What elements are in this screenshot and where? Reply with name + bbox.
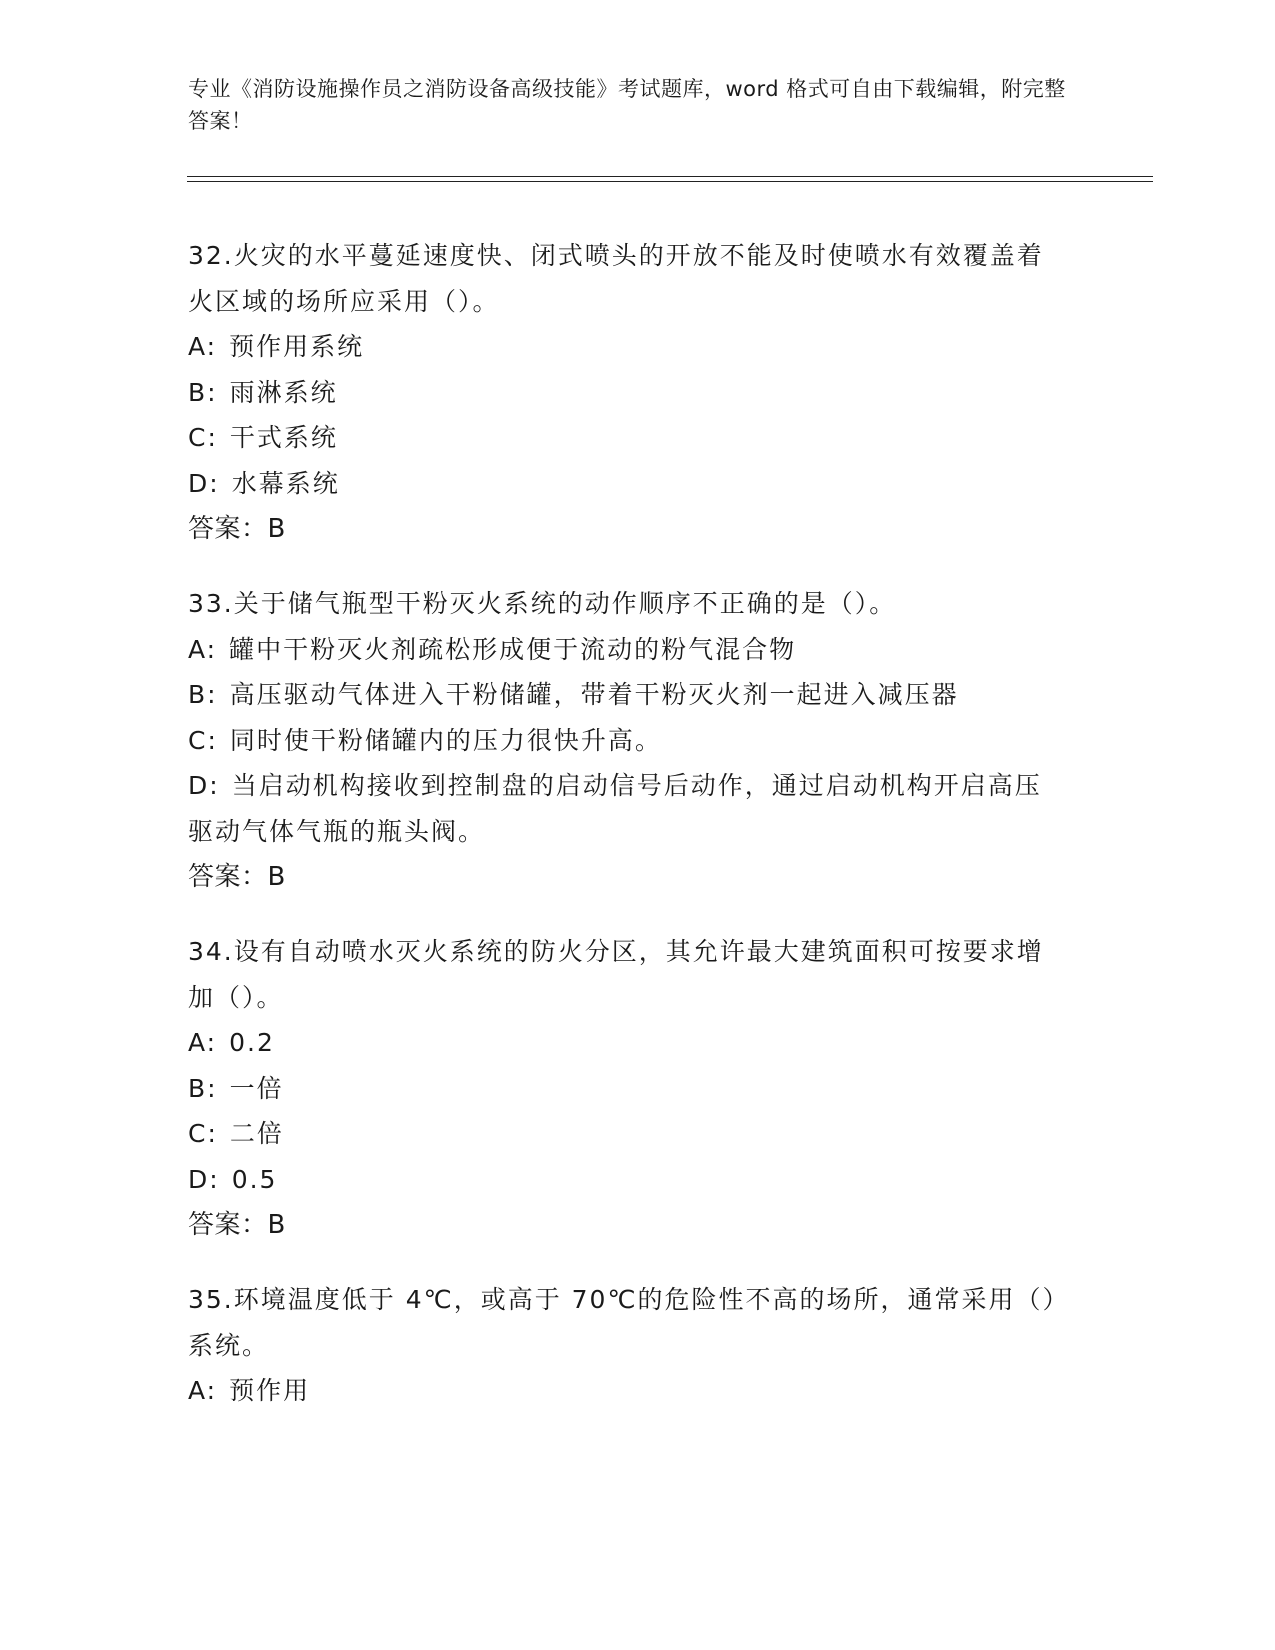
option-text: 干式系统 (229, 423, 338, 452)
option-key: B: (188, 680, 218, 709)
option-text: 同时使干粉储罐内的压力很快升高。 (229, 725, 662, 755)
option-c (188, 415, 1068, 461)
question-stem: 34.设有自动喷水灭火系统的防火分区，其允许最大建筑面积可按要求增加（）。 (188, 937, 1044, 1012)
option-d (188, 1157, 1068, 1203)
option-key: C: (188, 725, 218, 755)
question-list (188, 233, 1068, 1442)
option-text: 二倍 (229, 1119, 284, 1148)
option-d (188, 461, 1068, 507)
option-key: D: (188, 771, 220, 800)
option-b (188, 1066, 1068, 1112)
question-34 (188, 929, 1068, 1249)
answer: 答案：B (188, 514, 286, 544)
option-text: 罐中干粉灭火剂疏松形成便于流动的粉气混合物 (229, 634, 797, 664)
option-key: B: (188, 377, 218, 407)
question-stem: 35.环境温度低于 4℃，或高于 70℃的危险性不高的场所，通常采用（）系统。 (188, 1285, 1058, 1360)
question-stem: 32.火灾的水平蔓延速度快、闭式喷头的开放不能及时使喷水有效覆盖着火区域的场所应采用（）。 (188, 241, 1044, 316)
option-key: D: (188, 1164, 220, 1194)
question-32 (188, 233, 1068, 553)
option-key: A: (188, 1376, 218, 1405)
option-text: 水幕系统 (231, 468, 340, 498)
option-text: 0.5 (231, 1164, 278, 1194)
option-d (188, 763, 1068, 854)
option-text: 高压驱动气体进入干粉储罐，带着干粉灭火剂一起进入减压器 (229, 680, 959, 709)
option-b (188, 672, 1068, 718)
option-b (188, 370, 1068, 416)
option-key: C: (188, 1119, 218, 1148)
option-a (188, 627, 1068, 673)
option-a (188, 324, 1068, 370)
option-a (188, 1368, 1068, 1414)
option-a (188, 1020, 1068, 1066)
option-text: 0.2 (229, 1028, 275, 1057)
option-key: A: (188, 332, 218, 361)
option-text: 预作用 (229, 1376, 311, 1405)
answer: 答案：B (188, 1210, 286, 1240)
option-c (188, 718, 1068, 764)
option-text: 当启动机构接收到控制盘的启动信号后动作，通过启动机构开启高压驱动气体气瓶的瓶头阀。 (188, 771, 1042, 846)
option-key: B: (188, 1073, 218, 1103)
option-text: 一倍 (229, 1073, 284, 1103)
option-key: A: (188, 634, 218, 664)
option-key: A: (188, 1028, 218, 1057)
header-divider-top (187, 176, 1153, 177)
header-divider-bottom (187, 181, 1153, 182)
question-33 (188, 581, 1068, 901)
option-text: 雨淋系统 (229, 377, 338, 407)
answer: 答案：B (188, 862, 286, 892)
question-35 (188, 1277, 1068, 1414)
option-key: C: (188, 423, 218, 452)
document-header: 专业《消防设施操作员之消防设备高级技能》考试题库，word 格式可自由下载编辑，附完整答案！ (188, 77, 1066, 133)
option-key: D: (188, 468, 220, 498)
question-stem: 33.关于储气瓶型干粉灭火系统的动作顺序不正确的是（）。 (188, 589, 897, 618)
option-c (188, 1111, 1068, 1157)
option-text: 预作用系统 (229, 332, 365, 361)
